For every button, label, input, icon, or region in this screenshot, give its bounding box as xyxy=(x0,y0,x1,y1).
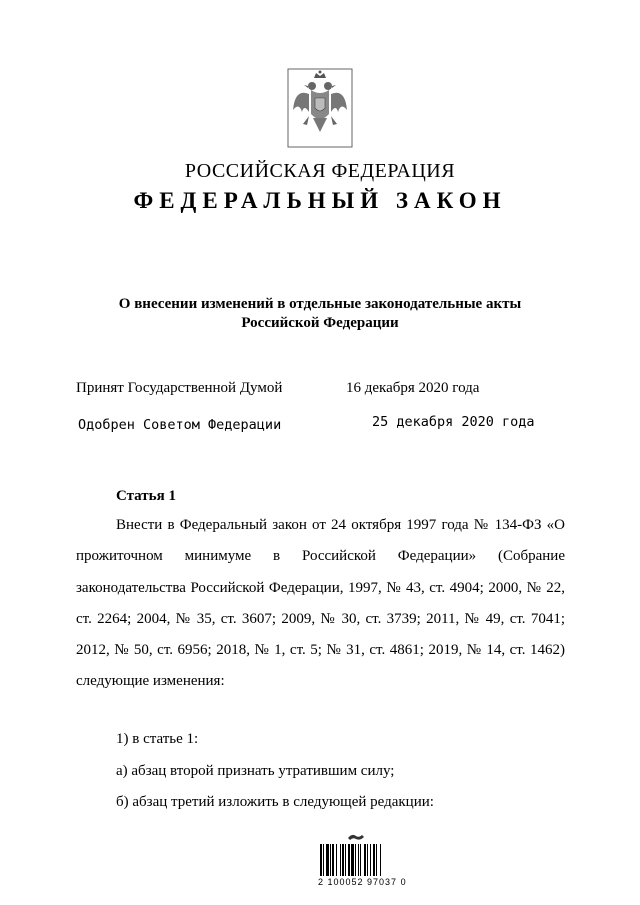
approved-date: 25 декабря 2020 года xyxy=(372,414,535,430)
russian-coat-of-arms-icon xyxy=(287,68,353,148)
law-title xyxy=(0,295,640,333)
article-item-1: 1) в статье 1: xyxy=(116,731,199,747)
barcode xyxy=(318,832,407,887)
country-name: РОССИЙСКАЯ ФЕДЕРАЦИЯ xyxy=(184,160,456,182)
barcode-icon xyxy=(318,832,402,876)
adopted-date: 16 декабря 2020 года xyxy=(346,380,480,396)
law-type-heading: ФЕДЕРАЛЬНЫЙ ЗАКОН xyxy=(133,188,507,213)
article-item-3: б) абзац третий изложить в следующей редакции: xyxy=(116,794,434,810)
article-item-2: а) абзац второй признать утратившим силу; xyxy=(116,763,395,779)
approved-label: Одобрен Советом Федерации xyxy=(78,417,282,433)
law-title-line-1: О внесении изменений в отдельные законодательные акты xyxy=(118,296,522,312)
article-heading: Статья 1 xyxy=(116,488,176,504)
adopted-label: Принят Государственной Думой xyxy=(76,380,283,396)
law-title-line-2: Российской Федерации xyxy=(241,315,399,331)
article-paragraph: Внести в Федеральный закон от 24 октября 1997 года № 134-ФЗ «О прожиточном минимуме в Российской Федерации» (Собрание законодательства Российской Федерации, 1997, № 43, ст. 4904; 2000, № 22, ст. 2264; 2004, № 35, ст. 3607; 2009, № 30, ст. 3739; 2011, № 49, ст. 7041; 2012, № 50, ст. 6956; 2018, № 1, ст. 5; № 31, ст. 4861; 2019, № 14, ст. 1462) следующие изменения: xyxy=(76,517,565,690)
barcode-number: 2 100052 97037 0 xyxy=(318,877,407,887)
